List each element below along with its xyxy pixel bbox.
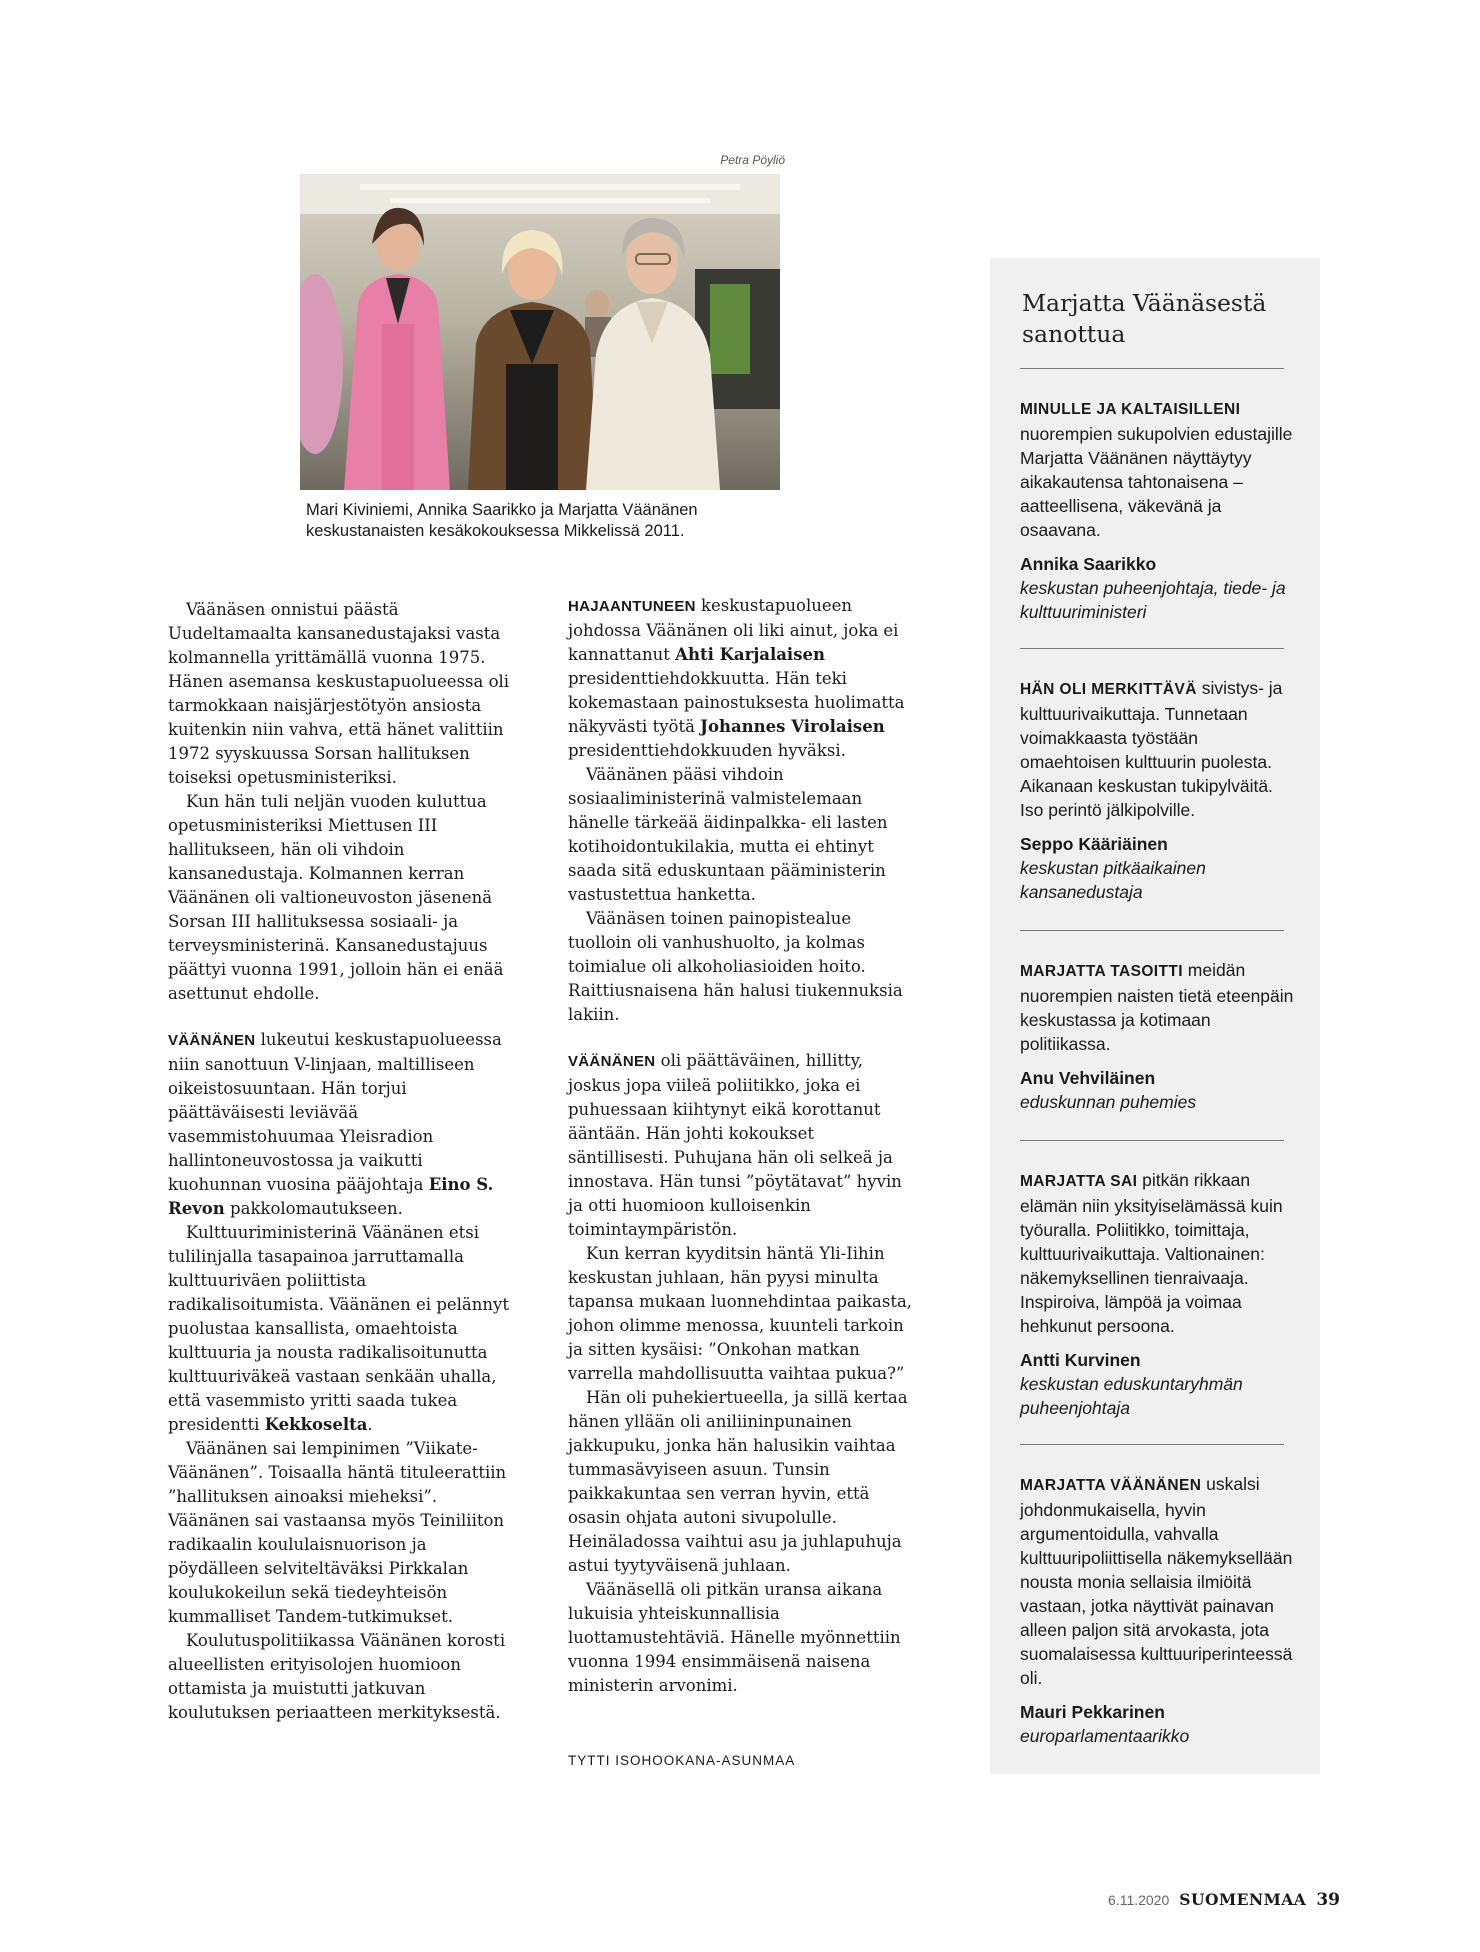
quote-body: pitkän rikkaan elämän niin yksityiselämässä kuin työuralla. Poliitikko, toimittaja, kulttuurivaikuttaja. Valtionainen: näkemyksellinen tienraivaaja. Inspiroiva, lämpöä ja voimaa hehkunut persoona. [1020,1170,1283,1336]
quote-lead: MINULLE JA KALTAISILLENI [1020,401,1241,418]
paragraph: Väänänen pääsi vihdoin sosiaaliministerinä valmistelemaan hänelle tärkeää äidinpalkka- eli lasten kotihoidontukilakia, mutta ei ehtinyt saada sitä eduskuntaan pääministerin vastustettua hanketta. [568,765,888,904]
paragraph [168,1028,518,1221]
paragraph: Väänäsen toinen painopistealue tuolloin oli vanhushuolto, ja kolmas toimialue oli alkoholiasioiden hoito. Raittiusnaisena hän halusi tiukennuksia lakiin. [568,909,903,1024]
quote-lead: MARJATTA SAI [1020,1173,1138,1190]
paragraph [568,594,918,763]
quote-lead: MARJATTA TASOITTI [1020,963,1183,980]
paragraph: Kun kerran kyyditsin häntä Yli-Iihin keskustan juhlaan, hän pyysi minulta tapansa mukaan luonnehdintaa paikasta, johon olimme menossa, kuunteli tarkoin ja sitten kysäisi: ”Onkohan matkan varrella mahdollisuutta vaihtaa pukua?” [568,1244,913,1383]
quote-body: nuorempien sukupolvien edustajille Marjatta Väänänen näyttäytyy aikakautensa tahtonaisena – aatteellisena, väkevänä ja osaavana. [1020,424,1293,540]
quote-body: sivistys- ja kulttuurivaikuttaja. Tunnetaan voimakkaasta työstään omaehtoisen kulttuurin puolesta. Aikanaan keskustan tukipylväitä. Iso perintö jälkipolville. [1020,678,1283,820]
bold-name: Eino S. Revon [168,1175,494,1218]
caption-line-2: keskustanaisten kesäkokouksessa Mikkelissä 2011. [306,522,685,540]
bold-name: Ahti Karjalaisen [675,645,825,664]
paragraph-text: keskustapuolueen johdossa Väänänen oli liki ainut, joka ei kannattanut [568,596,899,664]
section-lead: HAJAANTUNEEN [568,598,696,615]
section-lead: VÄÄNÄNEN [568,1053,656,1070]
quote-block [1020,676,1300,904]
sidebar-title: Marjatta Väänäsestä sanottua [1022,289,1267,348]
bold-name: Kekkoselta [264,1415,368,1434]
bold-name: Johannes Virolaisen [700,717,885,736]
paragraph-text: pakkolomautukseen. [224,1199,403,1218]
page-number: 39 [1316,1890,1340,1910]
quote-block [1020,1168,1300,1420]
quote-text [1020,958,1300,1056]
quote-author-role: keskustan pitkäaikainen kansanedustaja [1020,858,1206,902]
paragraph [168,1221,518,1437]
quote-author: Seppo Kääriäinen [1020,834,1168,854]
quote-author-role: eduskunnan puhemies [1020,1092,1197,1112]
divider [1020,1444,1284,1445]
quote-lead: MARJATTA VÄÄNÄNEN [1020,1477,1202,1494]
quote-lead: HÄN OLI MERKITTÄVÄ [1020,681,1197,698]
magazine-name: SUOMENMAA [1179,1890,1307,1909]
paragraph-text: presidenttiehdokkuuden hyväksi. [568,741,846,760]
quote-author-role: keskustan puheenjohtaja, tiede- ja kulttuuriministeri [1020,578,1286,622]
article-column-1 [168,598,518,1725]
quote-author-role: keskustan eduskuntaryhmän puheenjohtaja [1020,1374,1243,1418]
quote-author: Anu Vehviläinen [1020,1068,1156,1088]
quote-block [1020,1472,1300,1748]
author-byline: TYTTI ISOHOOKANA-ASUNMAA [568,1753,796,1768]
paragraph [568,1049,918,1242]
divider [1020,930,1284,931]
quote-block [1020,958,1300,1114]
quote-author-role: europarlamentaarikko [1020,1726,1190,1746]
quote-body: meidän nuorempien naisten tietä eteenpäin keskustassa ja kotimaan politiikassa. [1020,960,1294,1054]
quote-text [1020,1168,1300,1338]
page-footer [1080,1890,1340,1910]
photo-caption [306,500,806,542]
quote-author: Annika Saarikko [1020,554,1157,574]
paragraph: Kun hän tuli neljän vuoden kuluttua opetusministeriksi Miettusen III hallitukseen, hän oli vihdoin kansanedustaja. Kolmannen kerran Väänänen oli valtioneuvoston jäsenenä Sorsan III hallituksessa sosiaali- ja terveysministerinä. Kansanedustajuus päättyi vuonna 1991, jolloin hän ei enää asettunut ehdolle. [168,792,504,1003]
divider [1020,368,1284,369]
paragraph-text: . [367,1415,373,1434]
paragraph-text: lukeutui keskustapuolueessa niin sanottuun V-linjaan, maltilliseen oikeistosuuntaan. Hän torjui päättäväisesti leviävää vasemmistohuumaa Yleisradion hallintoneuvostossa ja vaikutti kuohunnan vuosina pääjohtaja [168,1030,502,1194]
article-photo [300,174,780,490]
quote-block [1020,396,1300,624]
paragraph: Väänäsellä oli pitkän uransa aikana lukuisia yhteiskunnallisia luottamustehtäviä. Hänelle myönnettiin vuonna 1994 ensimmäisenä naisena ministerin arvonimi. [568,1580,901,1695]
paragraph: Väänänen sai lempinimen ”Viikate-Väänänen”. Toisaalla häntä tituleerattiin ”hallituksen ainoaksi mieheksi”. Väänänen sai vastaansa myös Teiniliiton radikaalin koululaisnuorison ja pöydälleen selviteltäväksi Pirkkalan koulukokeilun sekä tiedeyhteisön kummalliset Tandem-tutkimukset. [168,1439,507,1626]
quote-author: Antti Kurvinen [1020,1350,1141,1370]
quote-author: Mauri Pekkarinen [1020,1702,1165,1722]
paragraph-text: oli päättäväinen, hillitty, joskus jopa viileä poliitikko, joka ei puhuessaan kiihtynyt eikä korottanut ääntään. Hän johti kokoukset säntillisesti. Puhujana hän oli selkeä ja innostava. Hän tunsi ”pöytätavat” hyvin ja otti huomioon kulloisenkin toimintaympäristön. [568,1051,902,1239]
photo-credit: Petra Pöyliö [720,153,785,167]
quote-text [1020,396,1300,542]
issue-date: 6.11.2020 [1108,1892,1170,1908]
article-column-2 [568,594,918,1698]
paragraph-text: Kulttuuriministerinä Väänänen etsi tulilinjalla tasapainoa jarruttamalla kulttuuriväen poliittista radikalisoitumista. Väänänen ei pelännyt puolustaa kansallista, omaehtoista kulttuuria ja nousta radikalisoitunutta kulttuuriväkeä vastaan senkään uhalla, että vasemmisto yritti saada tukea presidentti [168,1223,509,1434]
divider [1020,648,1284,649]
paragraph: Koulutuspolitiikassa Väänänen korosti alueellisten erityisolojen huomioon ottamista ja muistutti jatkuvan koulutuksen periaatteen merkityksestä. [168,1631,506,1722]
quote-sidebar [990,258,1320,1774]
quote-text [1020,676,1300,822]
quote-text [1020,1472,1300,1690]
paragraph-text: presidenttiehdokkuutta. Hän teki kokemastaan painostuksesta huolimatta näkyvästi työtä [568,669,905,736]
section-lead: VÄÄNÄNEN [168,1032,256,1049]
quote-body: uskalsi johdonmukaisella, hyvin argumentoidulla, vahvalla kulttuuripoliittisella näkemyksellään nousta monia sellaisia ilmiöitä vastaan, jotka näyttivät painavan alleen paljon sitä arvokasta, jota suomalaisessa kulttuuriperinteessä oli. [1020,1474,1293,1688]
divider [1020,1140,1284,1141]
paragraph: Hän oli puhekiertueella, ja sillä kertaa hänen yllään oli aniliininpunainen jakkupuku, jonka hän halusikin vaihtaa tummasävyiseen asuun. Tunsin paikkakuntaa sen verran hyvin, että osasin ohjata autoni sivupolulle. Heinäladossa vaihtui asu ja juhlapuhuja astui tyytyväisenä juhlaan. [568,1388,908,1575]
paragraph: Väänäsen onnistui päästä Uudeltamaalta kansanedustajaksi vasta kolmannella yrittämällä vuonna 1975. Hänen asemansa keskustapuolueessa oli tarmokkaan naisjärjestötyön ansiosta kuitenkin niin vahva, että hänet valittiin 1972 syyskuussa Sorsan hallituksen toiseksi opetusministeriksi. [168,600,510,787]
caption-line-1: Mari Kiviniemi, Annika Saarikko ja Marjatta Väänänen [306,501,698,519]
